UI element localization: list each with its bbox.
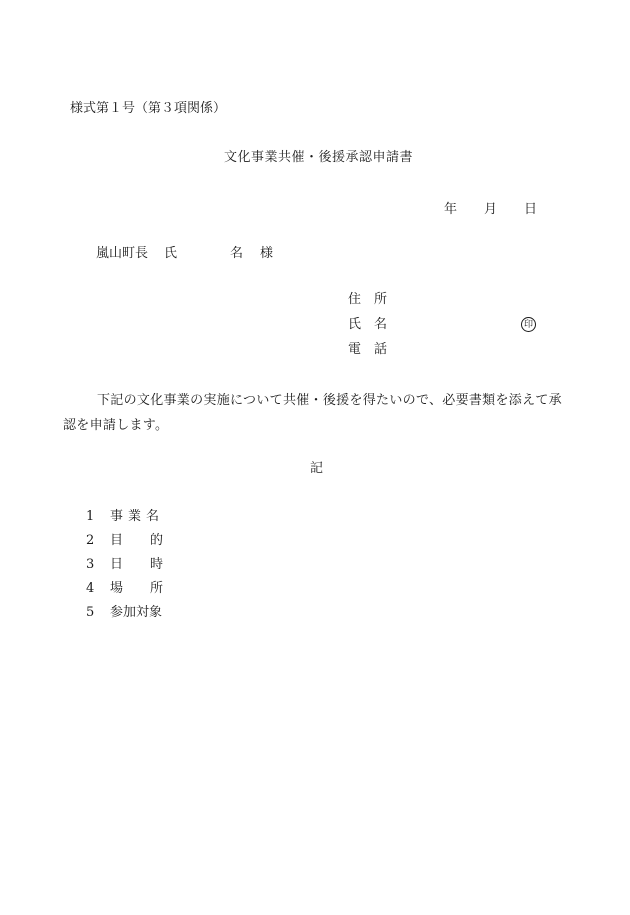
date-day-label: 日 <box>524 202 538 217</box>
list-item <box>86 581 163 597</box>
list-item-number: 2 <box>86 533 95 548</box>
list-item-label-part-2: 的 <box>150 533 164 548</box>
list-item-number: 5 <box>86 605 95 620</box>
list-item-label-part-1: 日 <box>110 557 124 572</box>
list-item <box>86 509 164 525</box>
list-item <box>86 533 163 549</box>
ki-heading: 記 <box>310 461 324 476</box>
list-item-label-part-1: 場 <box>110 581 124 596</box>
seal-icon: 印 <box>521 317 536 332</box>
date-year-label: 年 <box>444 202 458 217</box>
recipient-honorific: 様 <box>260 246 274 261</box>
recipient-line <box>96 246 273 262</box>
recipient-org: 嵐山町長 <box>96 246 149 261</box>
request-body-line-2: 認を申請します。 <box>63 418 169 433</box>
applicant-phone-label: 電 話 <box>348 342 388 357</box>
list-item-label: 事業名 <box>110 509 165 524</box>
list-item-label: 参加対象 <box>110 605 163 620</box>
date-month-label: 月 <box>484 202 498 217</box>
list-item-number: 1 <box>86 509 95 524</box>
applicant-phone-row <box>348 342 394 358</box>
list-item <box>86 605 162 621</box>
applicant-address-label: 住 所 <box>348 292 388 307</box>
list-item-number: 4 <box>86 581 95 596</box>
recipient-name-part-1: 氏 <box>164 246 178 261</box>
list-item-label-part-1: 目 <box>110 533 124 548</box>
form-number: 様式第１号（第３項関係） <box>70 101 227 116</box>
list-item <box>86 557 163 573</box>
applicant-name-row <box>348 317 394 333</box>
applicant-address-row <box>348 292 394 308</box>
list-item-label-part-2: 所 <box>150 581 164 596</box>
document-title: 文化事業共催・後援承認申請書 <box>224 150 414 165</box>
list-item-number: 3 <box>86 557 95 572</box>
request-body-line-1: 下記の文化事業の実施について共催・後援を得たいので、必要書類を添えて承 <box>97 393 562 408</box>
applicant-name-label: 氏 名 <box>348 317 388 332</box>
recipient-name-part-2: 名 <box>230 246 244 261</box>
request-body-text <box>63 388 570 438</box>
list-item-label-part-2: 時 <box>150 557 164 572</box>
